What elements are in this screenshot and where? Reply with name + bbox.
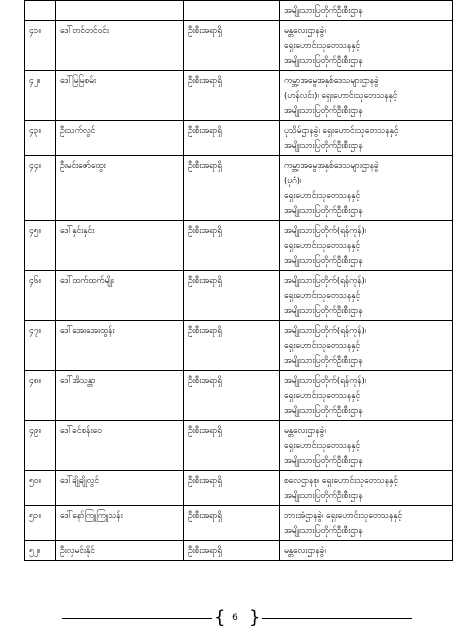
row-number: ၅၂။ bbox=[25, 541, 56, 561]
department-cell bbox=[280, 121, 453, 156]
staff-name: ဒေါ်ခင်စန်းဝေ bbox=[56, 421, 184, 471]
staff-name: ဒေါ်နော်ကြူကြူသန်း bbox=[56, 506, 184, 541]
staff-name: ဦးသက်လွင် bbox=[56, 121, 184, 156]
row-number: ၄၂။ bbox=[25, 71, 56, 121]
table-row bbox=[25, 371, 453, 421]
table-row bbox=[25, 471, 453, 506]
staff-role: ဦးစီးအရာရှိ bbox=[184, 121, 280, 156]
staff-name: ဒေါ်ထက်ထက်မျိုး bbox=[56, 271, 184, 321]
department-line: မန္တလေးဌာနခွဲ၊ bbox=[284, 25, 326, 35]
department-line: ရှေးဟောင်းသုတေသနနှင့် bbox=[284, 190, 361, 200]
footer-rule-right bbox=[262, 618, 412, 619]
row-number: ၄၇။ bbox=[25, 321, 56, 371]
department-line: (ဟန်လင်း)၊ ရှေးဟောင်းသုတေသနနှင့် bbox=[284, 90, 398, 100]
row-number: ၅၀။ bbox=[25, 471, 56, 506]
department-cell bbox=[280, 321, 453, 371]
table-row bbox=[25, 506, 453, 541]
table-row bbox=[25, 421, 453, 471]
department-line: အမျိုးသားပြတိုက်ဦးစီးဌာန bbox=[284, 490, 363, 500]
staff-role: ဦးစီးအရာရှိ bbox=[184, 71, 280, 121]
department-line: အမျိုးသားပြတိုက်ဦးစီးဌာန bbox=[284, 405, 363, 415]
department-line: ကမ္ဘာ့အမွေအနှစ်ဒေသများဌာနခွဲ bbox=[284, 75, 379, 85]
department-line: ရှေးဟောင်းသုတေသနနှင့် bbox=[284, 40, 361, 50]
staff-role: ဦးစီးအရာရှိ bbox=[184, 506, 280, 541]
staff-name: ဦးမင်းဇော်ထွေး bbox=[56, 156, 184, 221]
page-number: 6 bbox=[232, 613, 238, 623]
staff-name: ဦးလှမင်းနိုင် bbox=[56, 541, 184, 561]
department-cell bbox=[280, 221, 453, 271]
staff-role: ဦးစီးအရာရှိ bbox=[184, 321, 280, 371]
department-line: အမျိုးသားပြတိုက်ဦးစီးဌာန bbox=[284, 105, 363, 115]
staff-name: ဒေါ်အိသန္တာ bbox=[56, 371, 184, 421]
table-row bbox=[25, 541, 453, 561]
department-cell bbox=[280, 421, 453, 471]
department-line: ရှေးဟောင်းသုတေသနနှင့် bbox=[284, 440, 361, 450]
page-footer bbox=[0, 604, 475, 634]
department-cell bbox=[280, 271, 453, 321]
department-cell bbox=[280, 541, 453, 561]
department-cell bbox=[280, 21, 453, 71]
department-cell bbox=[280, 71, 453, 121]
staff-role: ဦးစီးအရာရှိ bbox=[184, 271, 280, 321]
department-line: အမျိုးသားပြတိုက်ဦးစီးဌာန bbox=[284, 455, 363, 465]
department-line: အမျိုးသားပြတိုက်(ရန်ကုန်)၊ bbox=[284, 275, 367, 285]
staff-role bbox=[184, 1, 280, 21]
department-line: အမျိုးသားပြတိုက်ဦးစီးဌာန bbox=[284, 5, 363, 15]
department-cell bbox=[280, 1, 453, 21]
department-line: ကမ္ဘာ့အမွေအနှစ်ဒေသများဌာနခွဲ bbox=[284, 160, 379, 170]
table-row bbox=[25, 156, 453, 221]
row-number: ၄၁။ bbox=[25, 21, 56, 71]
department-line: မန္တလေးဌာနခွဲ၊ bbox=[284, 545, 326, 555]
footer-rule-left bbox=[62, 618, 212, 619]
footer-brace-close: } bbox=[249, 607, 261, 628]
department-line: အမျိုးသားပြတိုက်(ရန်ကုန်)၊ bbox=[284, 375, 367, 385]
department-cell bbox=[280, 506, 453, 541]
staff-table bbox=[24, 0, 453, 561]
staff-name: ဒေါ်ချိုချိုလွင် bbox=[56, 471, 184, 506]
department-line: အမျိုးသားပြတိုက်(ရန်ကုန်)၊ bbox=[284, 325, 367, 335]
department-line: အမျိုးသားပြတိုက်ဦးစီးဌာန bbox=[284, 255, 363, 265]
staff-name: ဒေါ်တင်တင်ဝင်း bbox=[56, 21, 184, 71]
staff-role: ဦးစီးအရာရှိ bbox=[184, 541, 280, 561]
staff-role: ဦးစီးအရာရှိ bbox=[184, 156, 280, 221]
staff-role: ဦးစီးအရာရှိ bbox=[184, 421, 280, 471]
row-number: ၄၅။ bbox=[25, 221, 56, 271]
department-line: မန္တလေးဌာနခွဲ၊ bbox=[284, 425, 326, 435]
department-line: ရှေးဟောင်းသုတေသနနှင့် bbox=[284, 290, 361, 300]
department-line: အမျိုးသားပြတိုက်ဦးစီးဌာန bbox=[284, 140, 363, 150]
department-cell bbox=[280, 156, 453, 221]
department-line: ရှေးဟောင်းသုတေသနနှင့် bbox=[284, 390, 361, 400]
footer-brace-open: { bbox=[214, 607, 226, 628]
row-number bbox=[25, 1, 56, 21]
department-line: အမျိုးသားပြတိုက်ဦးစီးဌာန bbox=[284, 55, 363, 65]
row-number: ၄၆။ bbox=[25, 271, 56, 321]
staff-role: ဦးစီးအရာရှိ bbox=[184, 371, 280, 421]
row-number: ၄၉။ bbox=[25, 421, 56, 471]
department-line: အမျိုးသားပြတိုက်ဦးစီးဌာန bbox=[284, 205, 363, 215]
department-cell bbox=[280, 471, 453, 506]
staff-name: ဒေါ်မြမြစမ်း bbox=[56, 71, 184, 121]
department-line: (ပုဂံ)၊ bbox=[284, 175, 302, 185]
department-line: အမျိုးသားပြတိုက်(ရန်ကုန်)၊ bbox=[284, 225, 367, 235]
staff-name bbox=[56, 1, 184, 21]
table-row bbox=[25, 121, 453, 156]
staff-role: ဦးစီးအရာရှိ bbox=[184, 221, 280, 271]
staff-name: ဒေါ်အေးအေးထွန်း bbox=[56, 321, 184, 371]
department-line: အမျိုးသားပြတိုက်ဦးစီးဌာန bbox=[284, 525, 363, 535]
department-line: အမျိုးသားပြတိုက်ဦးစီးဌာန bbox=[284, 305, 363, 315]
department-line: စလေဌာနစု၊ ရှေးဟောင်းသုတေသနနှင့် bbox=[284, 475, 398, 485]
staff-role: ဦးစီးအရာရှိ bbox=[184, 471, 280, 506]
table-row bbox=[25, 321, 453, 371]
department-line: ရှေးဟောင်းသုတေသနနှင့် bbox=[284, 240, 361, 250]
staff-name: ဒေါ်နှင်းနှင်း bbox=[56, 221, 184, 271]
table-row bbox=[25, 21, 453, 71]
department-line: ပုသိမ်ဌာနခွဲ၊ ရှေးဟောင်းသုတေသနနှင့် bbox=[284, 125, 399, 135]
table-row bbox=[25, 271, 453, 321]
row-number: ၄၄။ bbox=[25, 156, 56, 221]
department-line: အမျိုးသားပြတိုက်ဦးစီးဌာန bbox=[284, 355, 363, 365]
staff-role: ဦးစီးအရာရှိ bbox=[184, 21, 280, 71]
table-row bbox=[25, 71, 453, 121]
row-number: ၄၈။ bbox=[25, 371, 56, 421]
department-line: ဘားအံဌာနခွဲ၊ ရှေးဟောင်းသုတေသနနှင့် bbox=[284, 510, 403, 520]
row-number: ၅၁။ bbox=[25, 506, 56, 541]
table-row bbox=[25, 221, 453, 271]
row-number: ၄၃။ bbox=[25, 121, 56, 156]
department-line: ရှေးဟောင်းသုတေသနနှင့် bbox=[284, 340, 361, 350]
department-cell bbox=[280, 371, 453, 421]
table-row bbox=[25, 1, 453, 21]
